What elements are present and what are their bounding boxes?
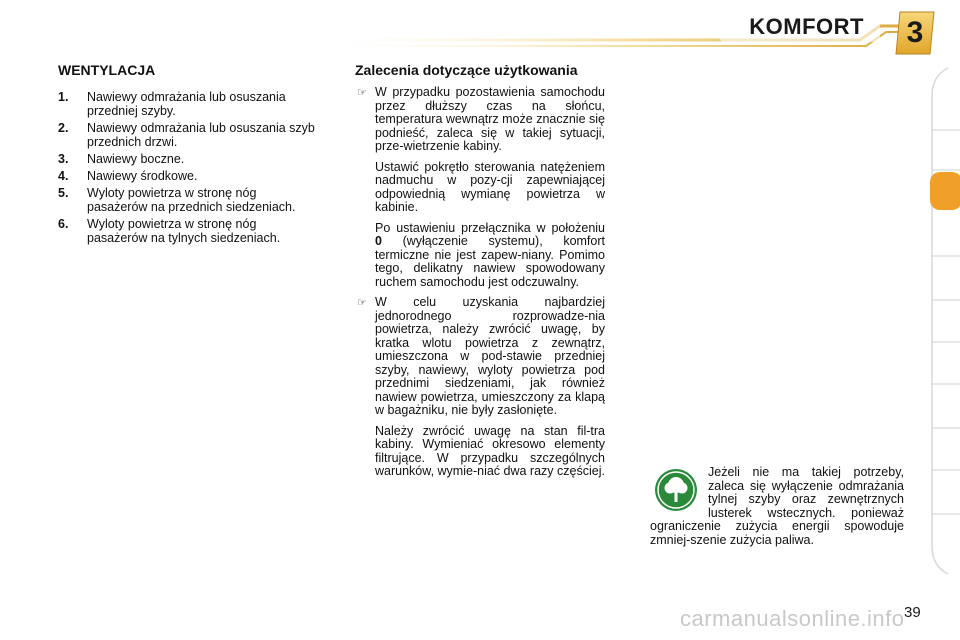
item-text: Wyloty powietrza w stronę nóg pasażerów na tylnych siedzeniach. bbox=[87, 217, 281, 245]
tip-text: Jeżeli nie ma takiej potrzeby, zaleca się wyłączenie odmrażania tylnej szyby oraz zewnętrznych lusterek wstecznych. ponieważ ograniczenie zużycia energii spowoduje zmniej-szenie zużycia paliwa. bbox=[650, 465, 904, 547]
paragraph: Należy zwrócić uwagę na stan fil-tra kabiny. Wymieniać okresowo elementy filtrujące. W przypadku szczególnych warunków, wymie-niać dwa razy częściej. bbox=[375, 423, 605, 478]
paragraph: W przypadku pozostawienia samochodu przez dłuższy czas na słońcu, temperatura wewnątrz może znacznie się podnieść, zaleca się w takiej sytuacji, prze-wietrzenie kabiny. bbox=[375, 85, 605, 153]
list-item bbox=[58, 186, 318, 214]
paragraph-text: (wyłączenie systemu), komfort termiczne nie jest zapew-niany. Pomimo tego, delikatny nawiew spowodowany ruchem samochodu jest odczuwalny. bbox=[375, 234, 605, 289]
pointing-hand-icon: ☞ bbox=[357, 87, 367, 99]
chapter-tabs bbox=[928, 66, 960, 576]
active-chapter-tab[interactable] bbox=[930, 172, 960, 210]
vent-list bbox=[58, 90, 318, 245]
item-number: 4. bbox=[58, 169, 69, 183]
usage-title: Zalecenia dotyczące użytkowania bbox=[355, 62, 578, 78]
list-item bbox=[58, 217, 318, 245]
chapter-tabs-strip bbox=[928, 66, 960, 576]
ventilation-section bbox=[58, 62, 318, 248]
page-header bbox=[0, 0, 960, 60]
paragraph: Ustawić pokrętło sterowania natężeniem nadmuchu w pozy-cji zapewniającej odpowiednią wymianę powietrza w kabinie. bbox=[375, 159, 605, 214]
pointing-hand-icon: ☞ bbox=[357, 297, 367, 309]
list-item bbox=[58, 152, 318, 166]
item-text: Wyloty powietrza w stronę nóg pasażerów na przednich siedzeniach. bbox=[87, 186, 296, 214]
item-number: 2. bbox=[58, 121, 69, 135]
bullet-item bbox=[355, 86, 605, 289]
bullet-item bbox=[355, 296, 605, 479]
chapter-number-badge bbox=[892, 10, 938, 56]
setting-zero: 0 bbox=[375, 234, 382, 248]
paragraph: W celu uzyskania najbardziej jednorodnego rozprowadze-nia powietrza, należy zwrócić uwagę, by kratka wlotu powietrza z zewnątrz, umieszczona w pod-stawie przedniej szyby, nawiewy, wyloty powietrza pod przednimi siedzeniami, jak również nawiew powietrza, umieszczony za klapą w bagażniku, nie były zasłonięte. bbox=[375, 295, 605, 417]
usage-recommendations-section bbox=[355, 62, 605, 486]
paragraph bbox=[375, 222, 605, 290]
item-text: Nawiewy odmrażania lub osuszania szyb przednich drzwi. bbox=[87, 121, 315, 149]
chapter-title: KOMFORT bbox=[749, 14, 864, 39]
paragraph-text: Po ustawieniu przełącznika w położeniu bbox=[375, 220, 605, 235]
item-number: 1. bbox=[58, 90, 69, 104]
item-text: Nawiewy środkowe. bbox=[87, 169, 198, 183]
page-number: 39 bbox=[904, 604, 921, 621]
watermark: carmanualsonline.info bbox=[680, 606, 905, 631]
list-item bbox=[58, 90, 318, 118]
item-number: 6. bbox=[58, 217, 69, 231]
item-number: 5. bbox=[58, 186, 69, 200]
list-item bbox=[58, 121, 318, 149]
chapter-number: 3 bbox=[906, 16, 924, 49]
ventilation-title: WENTYLACJA bbox=[58, 62, 156, 78]
list-item bbox=[58, 169, 318, 183]
eco-tip bbox=[650, 466, 904, 547]
tree-icon bbox=[654, 468, 698, 512]
item-text: Nawiewy boczne. bbox=[87, 152, 185, 166]
item-text: Nawiewy odmrażania lub osuszania przedniej szyby. bbox=[87, 90, 286, 118]
item-number: 3. bbox=[58, 152, 69, 166]
